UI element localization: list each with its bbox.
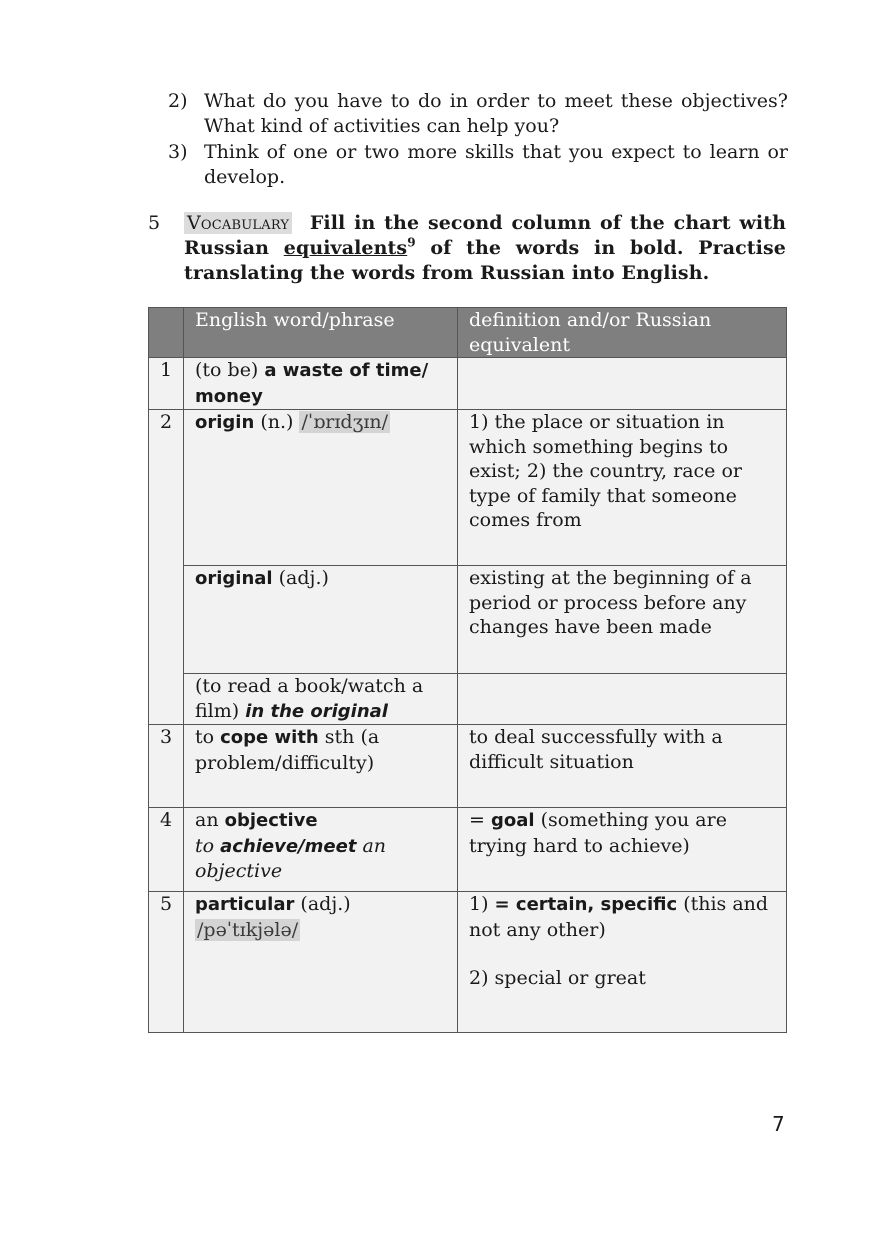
part-of-speech: (n.) [254, 411, 300, 433]
task-number: 5 [148, 212, 161, 234]
header-definition: definition and/or Russian equivalent [458, 308, 787, 358]
equivalents-link[interactable]: equivalents [283, 237, 408, 259]
term-bold-italic: in the original [245, 700, 388, 722]
term-cell [184, 808, 458, 892]
question-list [168, 89, 788, 191]
term-bold: particular [195, 894, 295, 915]
term-cell [184, 725, 458, 808]
term-prefix: (to read a book/watch a film) [195, 675, 424, 722]
list-item [168, 89, 788, 139]
header-number [149, 308, 184, 358]
list-item-text: Think of one or two more skills that you expect to learn or develop. [204, 141, 788, 188]
definition-prefix: = [469, 809, 491, 831]
header-english: English word/phrase [184, 308, 458, 358]
definition-cell[interactable] [458, 674, 787, 725]
definition-sense-2: 2) special or great [469, 967, 646, 989]
term-prefix: an [195, 809, 225, 831]
definition-cell [458, 892, 787, 1033]
definition-cell [458, 808, 787, 892]
task-instruction [184, 211, 786, 286]
table-row [149, 808, 787, 892]
vocabulary-table [148, 307, 787, 1033]
instruction-text-a: Fill in the second column of the chart with Russian [184, 212, 786, 259]
definition-cell[interactable] [458, 358, 787, 410]
definition-sense-1 [469, 892, 778, 942]
term-suffix: sth (a problem/difficulty) [195, 726, 380, 774]
sense-bold: = certain, specific [494, 894, 678, 915]
term-bold: origin [195, 412, 255, 433]
instruction-text-b: of the words in bold. Practise translating the words from Russian into English. [184, 237, 786, 284]
table-row [149, 358, 787, 410]
table-row [149, 410, 787, 566]
phonetic-transcription: /pəˈtɪkjələ/ [197, 918, 299, 941]
table-row [149, 566, 787, 674]
part-of-speech: (adj.) [294, 893, 351, 915]
page-number: 7 [772, 1112, 785, 1136]
definition-bold: goal [490, 810, 535, 831]
part-of-speech: (adj.) [272, 567, 329, 589]
vocabulary-tag: Vocabulary [184, 212, 292, 234]
definition-cell: existing at the beginning of a period or process before any changes have been made [458, 566, 787, 674]
definition-cell: to deal successfully with a difficult situation [458, 725, 787, 808]
term-prefix: (to be) [195, 359, 265, 381]
collocation-suffix: an objective [195, 834, 387, 882]
table-row [149, 725, 787, 808]
list-item-number: 3) [168, 141, 188, 163]
term-cell [184, 892, 458, 1033]
term-prefix: to [195, 726, 221, 748]
table-row [149, 892, 787, 1033]
row-number: 1 [149, 358, 184, 410]
sense-text: (this and not any other) [469, 893, 769, 941]
table-header-row [149, 308, 787, 358]
phonetic-transcription: /ˈɒrɪdʒɪn/ [301, 411, 389, 433]
term-cell [184, 410, 458, 566]
row-number: 4 [149, 808, 184, 892]
term-bold: original [195, 568, 273, 589]
term-bold: objective [224, 810, 318, 831]
term-cell [184, 566, 458, 674]
term-cell [184, 674, 458, 725]
table-row [149, 674, 787, 725]
term-cell [184, 358, 458, 410]
list-item-number: 2) [168, 90, 188, 112]
collocation-prefix: to [195, 834, 221, 857]
definition-cell: 1) the place or situation in which something begins to exist; 2) the country, race or type of family that someone comes from [458, 410, 787, 566]
collocation-bold: achieve/meet [220, 835, 357, 857]
task-block [148, 211, 786, 286]
row-number: 3 [149, 725, 184, 808]
list-item-text: What do you have to do in order to meet these objectives? What kind of activities can help you? [204, 90, 788, 137]
definition-text: (something you are trying hard to achieve) [469, 809, 727, 857]
row-number: 5 [149, 892, 184, 1033]
sense-prefix: 1) [469, 893, 495, 915]
footnote-marker[interactable]: 9 [407, 235, 416, 250]
term-bold: cope with [220, 727, 319, 748]
list-item [168, 140, 788, 190]
term-bold: a waste of time/ money [195, 360, 429, 407]
row-number: 2 [149, 410, 184, 725]
